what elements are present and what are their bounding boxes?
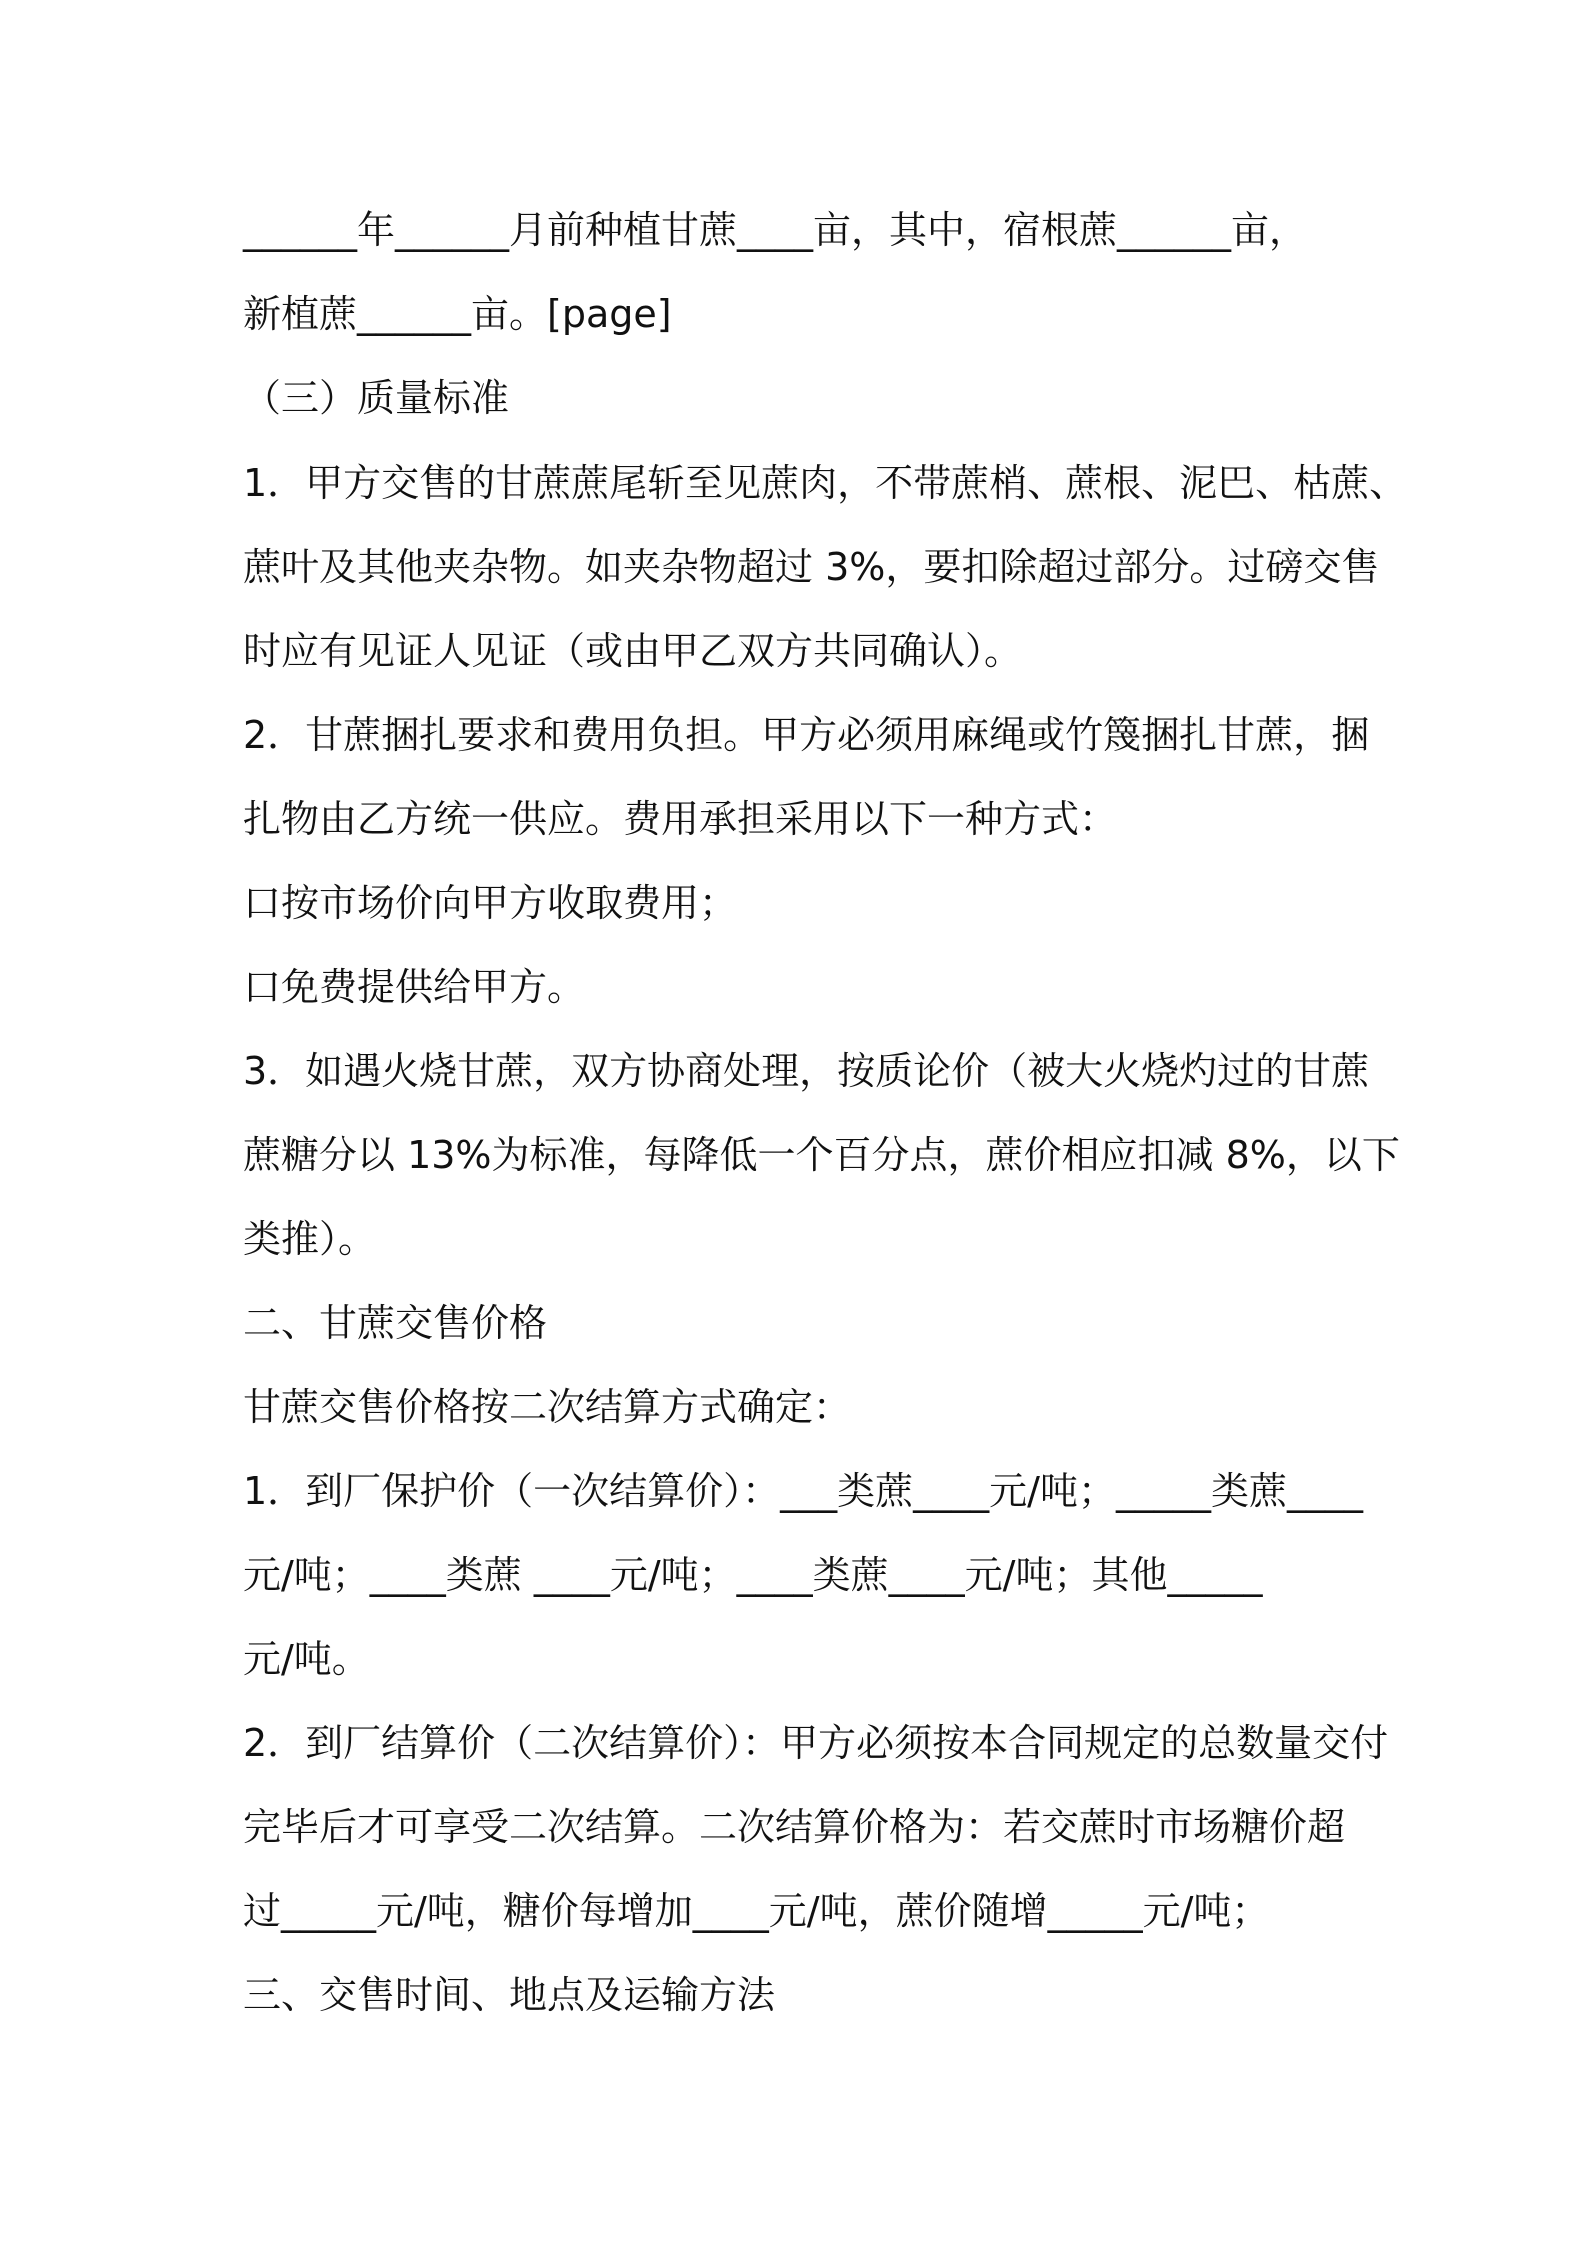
section-heading: 三、交售时间、地点及运输方法 [243, 1973, 776, 2017]
text-line: 新植蔗______亩。[page] [243, 292, 672, 336]
section-heading: （三）质量标准 [243, 376, 510, 420]
text-line: 元/吨；____类蔗 ____元/吨；____类蔗____元/吨；其他_____ [243, 1553, 1263, 1597]
text-line: 1．到厂保护价（一次结算价）：___类蔗____元/吨；_____类蔗____ [243, 1469, 1363, 1513]
text-line: 2．甘蔗捆扎要求和费用负担。甲方必须用麻绳或竹篾捆扎甘蔗，捆 [243, 713, 1370, 757]
checkbox-option-line: 口免费提供给甲方。 [243, 965, 586, 1009]
section-heading: 二、甘蔗交售价格 [243, 1301, 548, 1345]
text-line: 扎物由乙方统一供应。费用承担采用以下一种方式： [243, 797, 1118, 841]
text-line: 蔗糖分以 13%为标准，每降低一个百分点，蔗价相应扣减 8%，以下 [243, 1133, 1400, 1177]
text-line: 3．如遇火烧甘蔗，双方协商处理，按质论价（被大火烧灼过的甘蔗 [243, 1049, 1370, 1093]
text-line: 类推）。 [243, 1217, 377, 1261]
text-line: 蔗叶及其他夹杂物。如夹杂物超过 3%，要扣除超过部分。过磅交售 [243, 545, 1380, 589]
text-line: 元/吨。 [243, 1637, 370, 1681]
text-line: ______年______月前种植甘蔗____亩，其中，宿根蔗______亩， [243, 208, 1308, 252]
text-line: 时应有见证人见证（或由甲乙双方共同确认）。 [243, 629, 1023, 673]
text-line: 1．甲方交售的甘蔗蔗尾斩至见蔗肉，不带蔗梢、蔗根、泥巴、枯蔗、 [243, 461, 1408, 505]
text-line: 甘蔗交售价格按二次结算方式确定： [243, 1385, 852, 1429]
text-line: 过_____元/吨，糖价每增加____元/吨，蔗价随增_____元/吨； [243, 1889, 1270, 1933]
text-line: 2．到厂结算价（二次结算价）：甲方必须按本合同规定的总数量交付 [243, 1721, 1389, 1765]
text-line: 完毕后才可享受二次结算。二次结算价格为：若交蔗时市场糖价超 [243, 1805, 1346, 1849]
checkbox-option-line: 口按市场价向甲方收取费用； [243, 881, 738, 925]
